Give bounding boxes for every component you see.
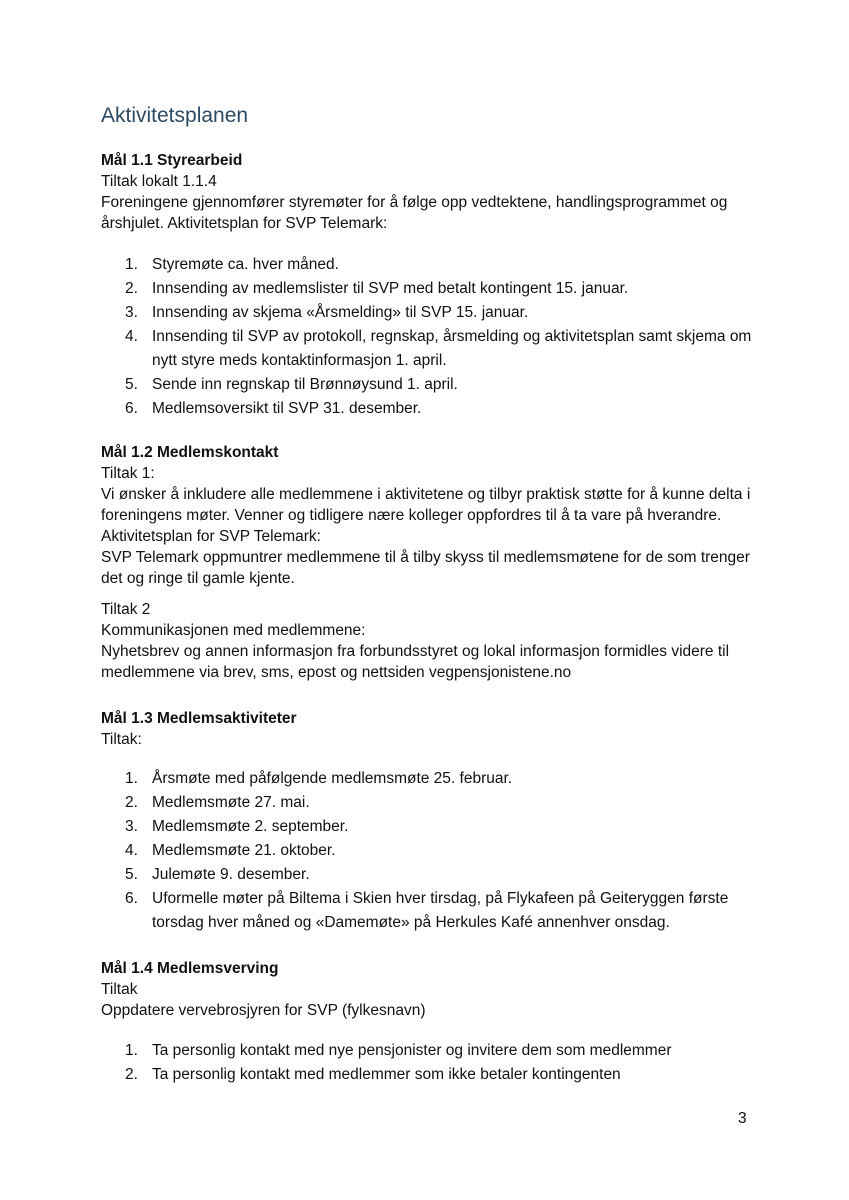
paragraph: Oppdatere vervebrosjyren for SVP (fylkesnavn) — [101, 1002, 426, 1019]
list-item: 5. Sende inn regnskap til Brønnøysund 1. april. — [125, 376, 458, 393]
numbered-list — [101, 1039, 761, 1087]
section-1-2 — [101, 442, 761, 683]
list-item: 6. Uformelle møter på Biltema i Skien hver tirsdag, på Flykafeen på Geiteryggen første torsdag hver måned og «Damemøte» på Herkules Kafé annenhver onsdag. — [125, 890, 729, 931]
section-1-1 — [101, 150, 761, 234]
list-item: 2. Innsending av medlemslister til SVP med betalt kontingent 15. januar. — [125, 280, 629, 297]
paragraph: Vi ønsker å inkludere alle medlemmene i aktivitetene og tilbyr praktisk støtte for å kunne delta i foreningens møter. Venner og tidligere nære kolleger oppfordres til å ta vare på hverandre. Aktivitetsplan for SVP Telemark: — [101, 486, 751, 545]
numbered-list — [101, 767, 761, 935]
section-1-3 — [101, 708, 761, 750]
list-item: 6. Medlemsoversikt til SVP 31. desember. — [125, 400, 422, 417]
list-item: 3. Medlemsmøte 2. september. — [125, 818, 349, 835]
list-item: 5. Julemøte 9. desember. — [125, 866, 310, 883]
tiltak-label: Tiltak lokalt 1.1.4 — [101, 173, 217, 190]
paragraph: Foreningene gjennomfører styremøter for å følge opp vedtektene, handlingsprogrammet og årshjulet. Aktivitetsplan for SVP Telemark: — [101, 194, 728, 232]
list-item: 4. Innsending til SVP av protokoll, regnskap, årsmelding og aktivitetsplan samt skjema om nytt styre meds kontaktinformasjon 1. april. — [125, 328, 752, 369]
paragraph: Kommunikasjonen med medlemmene: — [101, 622, 366, 639]
list-item: 1. Styremøte ca. hver måned. — [125, 256, 339, 273]
paragraph: Nyhetsbrev og annen informasjon fra forbundsstyret og lokal informasjon formidles videre til medlemmene via brev, sms, epost og nettsiden vegpensjonistene.no — [101, 643, 730, 681]
list-item: 3. Innsending av skjema «Årsmelding» til SVP 15. januar. — [125, 304, 529, 321]
page-title: Aktivitetsplanen — [101, 104, 249, 127]
tiltak-label: Tiltak — [101, 981, 138, 998]
tiltak-label: Tiltak 2 — [101, 601, 151, 618]
numbered-list — [101, 253, 761, 421]
list-item: 2. Ta personlig kontakt med medlemmer som ikke betaler kontingenten — [125, 1066, 621, 1083]
page-number: 3 — [738, 1110, 747, 1127]
section-heading: Mål 1.1 Styrearbeid — [101, 152, 243, 169]
list-item: 4. Medlemsmøte 21. oktober. — [125, 842, 336, 859]
section-heading: Mål 1.4 Medlemsverving — [101, 960, 279, 977]
tiltak-label: Tiltak 1: — [101, 465, 155, 482]
section-heading: Mål 1.3 Medlemsaktiviteter — [101, 710, 297, 727]
list-item: 2. Medlemsmøte 27. mai. — [125, 794, 310, 811]
list-item: 1. Årsmøte med påfølgende medlemsmøte 25. februar. — [125, 770, 513, 787]
section-heading: Mål 1.2 Medlemskontakt — [101, 444, 279, 461]
section-1-4 — [101, 958, 761, 1021]
list-item: 1. Ta personlig kontakt med nye pensjonister og invitere dem som medlemmer — [125, 1042, 672, 1059]
tiltak-label: Tiltak: — [101, 731, 142, 748]
paragraph: SVP Telemark oppmuntrer medlemmene til å tilby skyss til medlemsmøtene for de som trenger det og ringe til gamle kjente. — [101, 549, 750, 587]
